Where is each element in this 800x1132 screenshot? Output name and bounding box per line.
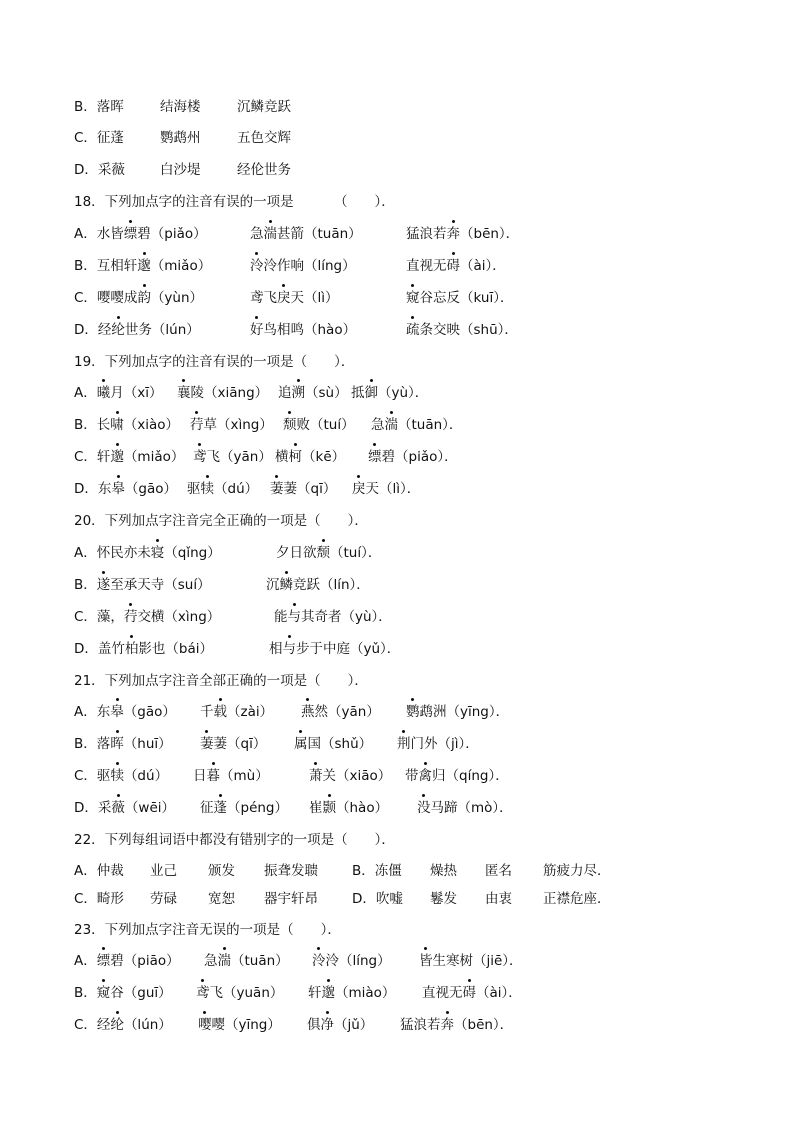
option-item: 白沙堤: [160, 162, 201, 178]
dotted-char: 纶: [110, 1013, 124, 1037]
text-before: A．东: [74, 704, 111, 720]
text-after: 其奇者（yù）．: [301, 609, 392, 625]
text-before: 轩: [308, 985, 322, 1001]
text-after: （huī）: [123, 736, 172, 752]
option-item: C．征蓬: [74, 130, 124, 146]
dotted-char: 犊: [201, 477, 215, 501]
dotted-char: 曦: [97, 381, 111, 405]
option-item: [422, 981, 522, 1005]
text-after: （gāo）: [124, 481, 178, 497]
text-after: （bēn）．: [454, 1017, 514, 1033]
option-item: 颁发: [208, 863, 235, 879]
text-before: 崔: [309, 800, 323, 816]
option-item: [177, 381, 268, 405]
option-item: 宽恕: [208, 891, 235, 907]
dotted-char: 湍: [385, 413, 399, 437]
text-before: D．采: [74, 800, 112, 816]
option-item: [198, 1013, 281, 1037]
option-item: [406, 318, 518, 342]
option-item: [74, 1013, 172, 1037]
dotted-char: 寝: [151, 541, 165, 565]
text-after: （zài）: [227, 704, 274, 720]
text-after: 归（qíng）．: [432, 768, 509, 784]
text-after: 月（xī）: [110, 385, 163, 401]
option-item: [405, 764, 509, 788]
option-item: B．冻僵: [352, 863, 402, 879]
text-after: 步于中庭（yǔ）．: [296, 641, 401, 657]
text-after: （dú）: [214, 481, 259, 497]
text-before: C．驱: [74, 768, 111, 784]
option-item: [74, 700, 176, 724]
text-before: 急: [371, 417, 385, 433]
text-after: 马蹄（mò）．: [430, 800, 513, 816]
dotted-char: 荇: [124, 605, 138, 629]
text-before: 夕日欲: [276, 545, 317, 561]
dotted-char: 与: [283, 637, 297, 661]
dotted-char: 襄: [177, 381, 191, 405]
option-item: 由衷: [485, 891, 512, 907]
text-after: 泠（líng）: [325, 953, 391, 969]
option-item: [193, 764, 269, 788]
dotted-char: 犊: [110, 764, 124, 788]
dotted-char: 萋: [270, 477, 284, 501]
text-after: （hào）: [336, 800, 389, 816]
option-item: [74, 541, 221, 565]
dotted-char: 御: [365, 381, 379, 405]
dotted-char: 皆: [419, 949, 433, 973]
option-item: [270, 477, 336, 501]
option-item: [74, 413, 179, 437]
option-item: [250, 286, 339, 310]
text-after: 泠作响（líng）: [263, 258, 356, 274]
text-before: A．水皆: [74, 226, 124, 242]
text-before: C．轩: [74, 449, 111, 465]
text-before: 相: [269, 641, 283, 657]
text-before: C．嘤嘤成: [74, 290, 138, 306]
option-item: [397, 732, 479, 756]
text-before: 直视无: [422, 985, 463, 1001]
dotted-char: 戾: [277, 286, 291, 310]
text-after: （yù）．: [378, 385, 429, 401]
dotted-char: 没: [417, 796, 431, 820]
option-item: B．落晖: [74, 99, 124, 115]
option-item: [278, 381, 348, 405]
dotted-char: 暮: [207, 764, 221, 788]
text-after: 至承天寺（suí）: [110, 577, 211, 593]
text-before: D．盖竹: [74, 641, 125, 657]
text-before: B．: [74, 577, 97, 593]
text-after: 影也（bái）: [138, 641, 213, 657]
text-after: （miǎo）: [150, 258, 212, 274]
option-item: 22．下列每组词语中都没有错别字的一项是（ ）．: [74, 832, 395, 848]
option-item: 五色交辉: [237, 130, 291, 146]
option-item: [200, 732, 266, 756]
text-before: 千: [200, 704, 214, 720]
option-item: [352, 477, 420, 501]
text-before: C．经: [74, 1017, 111, 1033]
text-before: 抵: [351, 385, 365, 401]
dotted-char: 颓: [317, 541, 331, 565]
dotted-char: 蓬: [214, 796, 228, 820]
text-before: 急: [250, 226, 264, 242]
option-item: 沉鳞竞跃: [237, 99, 291, 115]
option-item: [308, 981, 395, 1005]
text-before: B．: [74, 985, 97, 1001]
text-after: 碧（piǎo）．: [381, 449, 458, 465]
option-item: [74, 732, 172, 756]
option-item: （ ）．: [334, 194, 395, 210]
option-item: [406, 286, 513, 310]
text-after: （kē）: [302, 449, 346, 465]
text-after: （mù）: [220, 768, 269, 784]
option-item: [371, 413, 462, 437]
option-item: 器宇轩昂: [264, 891, 318, 907]
option-item: 劳碌: [150, 891, 177, 907]
text-after: （gāo）: [123, 704, 176, 720]
dotted-char: 与: [288, 605, 302, 629]
option-item: [74, 637, 213, 661]
dotted-char: 萧: [309, 764, 323, 788]
option-item: [74, 477, 177, 501]
option-item: A．仲裁: [74, 863, 124, 879]
option-item: [74, 981, 172, 1005]
text-after: 交横（xìng）: [137, 609, 221, 625]
option-item: [294, 732, 372, 756]
dotted-char: 遂: [97, 573, 111, 597]
option-item: 业己: [150, 863, 177, 879]
text-after: 碧（piǎo）: [137, 226, 207, 242]
text-before: 征: [200, 800, 214, 816]
option-item: [250, 254, 356, 278]
dotted-char: 皋: [110, 700, 124, 724]
option-item: [419, 949, 523, 973]
text-before: 能: [274, 609, 288, 625]
text-after: （miǎo）: [123, 449, 185, 465]
option-item: [74, 222, 207, 246]
dotted-char: 薇: [111, 796, 125, 820]
text-after: 草（xìng）: [203, 417, 273, 433]
option-item: [74, 796, 175, 820]
option-item: [417, 796, 513, 820]
text-after: 谷（guī）: [110, 985, 172, 1001]
option-item: [200, 700, 273, 724]
dotted-char: 萋: [200, 732, 214, 756]
text-before: 日: [193, 768, 207, 784]
option-item: [276, 541, 381, 565]
text-before: 直视无: [406, 258, 447, 274]
text-after: （wēi）: [124, 800, 176, 816]
dotted-char: 缥: [97, 949, 111, 973]
option-item: [250, 318, 356, 342]
option-item: 筋疲力尽．: [543, 863, 611, 879]
text-after: 甚箭（tuān）: [277, 226, 362, 242]
dotted-char: 好: [250, 318, 264, 342]
option-item: D．吹嘘: [352, 891, 403, 907]
text-after: 天（lì）．: [365, 481, 421, 497]
text-before: 猛浪若: [400, 1017, 441, 1033]
text-before: 猛浪若: [406, 226, 447, 242]
text-before: 横: [275, 449, 289, 465]
option-item: 正襟危座．: [543, 891, 611, 907]
text-after: 嘤（yīng）: [211, 1017, 281, 1033]
dotted-char: 碍: [463, 981, 477, 1005]
text-after: 鹉洲（yīng）．: [419, 704, 510, 720]
text-after: 碧（piāo）: [110, 953, 180, 969]
option-item: [269, 637, 400, 661]
dotted-char: 燕: [301, 700, 315, 724]
text-after: （bēn）．: [460, 226, 520, 242]
dotted-char: 载: [214, 700, 228, 724]
text-after: 鸟相鸣（hào）: [263, 322, 357, 338]
option-item: [309, 796, 388, 820]
text-before: C．藻，: [74, 609, 124, 625]
option-item: 结海楼: [160, 99, 201, 115]
dotted-char: 属: [294, 732, 308, 756]
text-after: 陵（xiāng）: [190, 385, 269, 401]
text-before: 驱: [187, 481, 201, 497]
text-after: （qǐng）: [164, 545, 221, 561]
option-item: [74, 254, 211, 278]
option-item: [275, 445, 345, 469]
text-after: 竞跃（lín）．: [293, 577, 370, 593]
text-before: B．长: [74, 417, 111, 433]
option-item: [351, 381, 428, 405]
option-item: [74, 381, 163, 405]
text-after: （ài）．: [460, 258, 506, 274]
text-after: 谷忘反（kuī）．: [419, 290, 514, 306]
text-after: 关（xiāo）: [322, 768, 392, 784]
text-before: 急: [204, 953, 218, 969]
text-after: 天（lì）: [290, 290, 339, 306]
dotted-char: 缥: [368, 445, 382, 469]
option-item: 燥热: [430, 863, 457, 879]
text-after: （tuān）: [231, 953, 289, 969]
text-after: （xiào）: [123, 417, 180, 433]
dotted-char: 嘤: [198, 1013, 212, 1037]
dotted-char: 啸: [110, 413, 124, 437]
text-before: D．经: [74, 322, 112, 338]
dotted-char: 荇: [190, 413, 204, 437]
text-after: 飞（yuān）: [209, 985, 284, 1001]
text-after: 萋（qī）: [213, 736, 267, 752]
option-item: D．采薇: [74, 162, 125, 178]
text-after: （ài）．: [476, 985, 522, 1001]
option-item: [74, 764, 168, 788]
option-item: 鹦鹉州: [160, 130, 201, 146]
dotted-char: 戾: [352, 477, 366, 501]
dotted-char: 疏: [406, 318, 420, 342]
option-item: 18．下列加点字的注音有误的一项是: [74, 194, 294, 210]
dotted-char: 湍: [264, 222, 278, 246]
option-item: 鬈发: [430, 891, 457, 907]
dotted-char: 奔: [447, 222, 461, 246]
option-item: [312, 949, 391, 973]
text-after: 飞（yān）: [206, 449, 272, 465]
option-item: 振聋发聩: [264, 863, 318, 879]
option-item: 21．下列加点字注音全部正确的一项是（ ）．: [74, 673, 368, 689]
text-before: 鸢飞: [250, 290, 277, 306]
dotted-char: 鸢: [196, 981, 210, 1005]
option-item: 匿名: [485, 863, 512, 879]
dotted-char: 邈: [137, 254, 151, 278]
option-item: 20．下列加点字注音完全正确的一项是（ ）．: [74, 513, 368, 529]
dotted-char: 柏: [125, 637, 139, 661]
option-item: [187, 477, 258, 501]
dotted-char: 鹦: [406, 700, 420, 724]
text-before: A．: [74, 953, 97, 969]
text-before: 俱: [307, 1017, 321, 1033]
text-after: （yùn）: [150, 290, 204, 306]
option-item: [196, 981, 283, 1005]
text-after: （sù）: [305, 385, 348, 401]
text-before: B．落: [74, 736, 111, 752]
option-item: [309, 764, 391, 788]
dotted-char: 皋: [111, 477, 125, 501]
option-item: [406, 254, 506, 278]
option-item: [74, 318, 200, 342]
dotted-char: 窥: [406, 286, 420, 310]
text-before: 沉: [266, 577, 280, 593]
text-after: （péng）: [227, 800, 289, 816]
dotted-char: 碍: [447, 254, 461, 278]
dotted-char: 颓: [283, 413, 297, 437]
dotted-char: 奔: [441, 1013, 455, 1037]
text-before: A．怀民亦未: [74, 545, 151, 561]
text-after: （tuí）．: [330, 545, 382, 561]
text-after: （dú）: [123, 768, 169, 784]
text-after: 条交映（shū）．: [419, 322, 518, 338]
text-before: D．东: [74, 481, 112, 497]
option-item: [301, 700, 380, 724]
text-after: 国（shǔ）: [307, 736, 373, 752]
text-after: 然（yān）: [314, 704, 380, 720]
dotted-char: 晖: [110, 732, 124, 756]
text-after: （lún）: [123, 1017, 172, 1033]
option-item: [406, 700, 509, 724]
dotted-char: 溯: [292, 381, 306, 405]
option-item: [204, 949, 289, 973]
dotted-char: 泠: [250, 254, 264, 278]
option-item: [200, 796, 288, 820]
text-before: 带: [405, 768, 419, 784]
option-item: [406, 222, 519, 246]
text-after: 世务（lún）: [124, 322, 200, 338]
dotted-char: 韵: [137, 286, 151, 310]
option-item: [74, 445, 184, 469]
dotted-char: 邈: [322, 981, 336, 1005]
option-item: 23．下列加点字注音无误的一项是（ ）．: [74, 922, 341, 938]
option-item: [74, 573, 211, 597]
option-item: [400, 1013, 513, 1037]
dotted-char: 颢: [323, 796, 337, 820]
option-item: [190, 413, 273, 437]
option-item: [74, 605, 220, 629]
dotted-char: 鸢: [193, 445, 207, 469]
text-after: 萋（qī）: [283, 481, 337, 497]
option-item: [266, 573, 370, 597]
text-after: 门外（jì）．: [410, 736, 479, 752]
option-item: [307, 1013, 373, 1037]
dotted-char: 荆: [397, 732, 411, 756]
option-item: [193, 445, 272, 469]
option-item: [283, 413, 355, 437]
dotted-char: 净: [321, 1013, 335, 1037]
option-item: C．畸形: [74, 891, 124, 907]
dotted-char: 缥: [124, 222, 138, 246]
text-after: （miào）: [335, 985, 396, 1001]
text-before: B．互相轩: [74, 258, 138, 274]
text-before: A．: [74, 385, 97, 401]
text-before: 追: [278, 385, 292, 401]
text-after: （tuān）．: [398, 417, 463, 433]
dotted-char: 纶: [111, 318, 125, 342]
dotted-char: 柯: [289, 445, 303, 469]
dotted-char: 鳞: [280, 573, 294, 597]
option-item: [74, 949, 180, 973]
option-item: 经伦世务: [237, 162, 291, 178]
dotted-char: 泠: [312, 949, 326, 973]
option-item: [250, 222, 362, 246]
text-after: 生寒树（jiē）．: [432, 953, 523, 969]
dotted-char: 禽: [419, 764, 433, 788]
option-item: 19．下列加点字的注音有误的一项是（ ）．: [74, 354, 355, 370]
option-item: [274, 605, 392, 629]
dotted-char: 窥: [97, 981, 111, 1005]
dotted-char: 湍: [218, 949, 232, 973]
dotted-char: 邈: [110, 445, 124, 469]
text-after: 败（tuí）: [296, 417, 355, 433]
option-item: [74, 286, 203, 310]
option-item: [368, 445, 458, 469]
text-after: （jǔ）: [334, 1017, 374, 1033]
